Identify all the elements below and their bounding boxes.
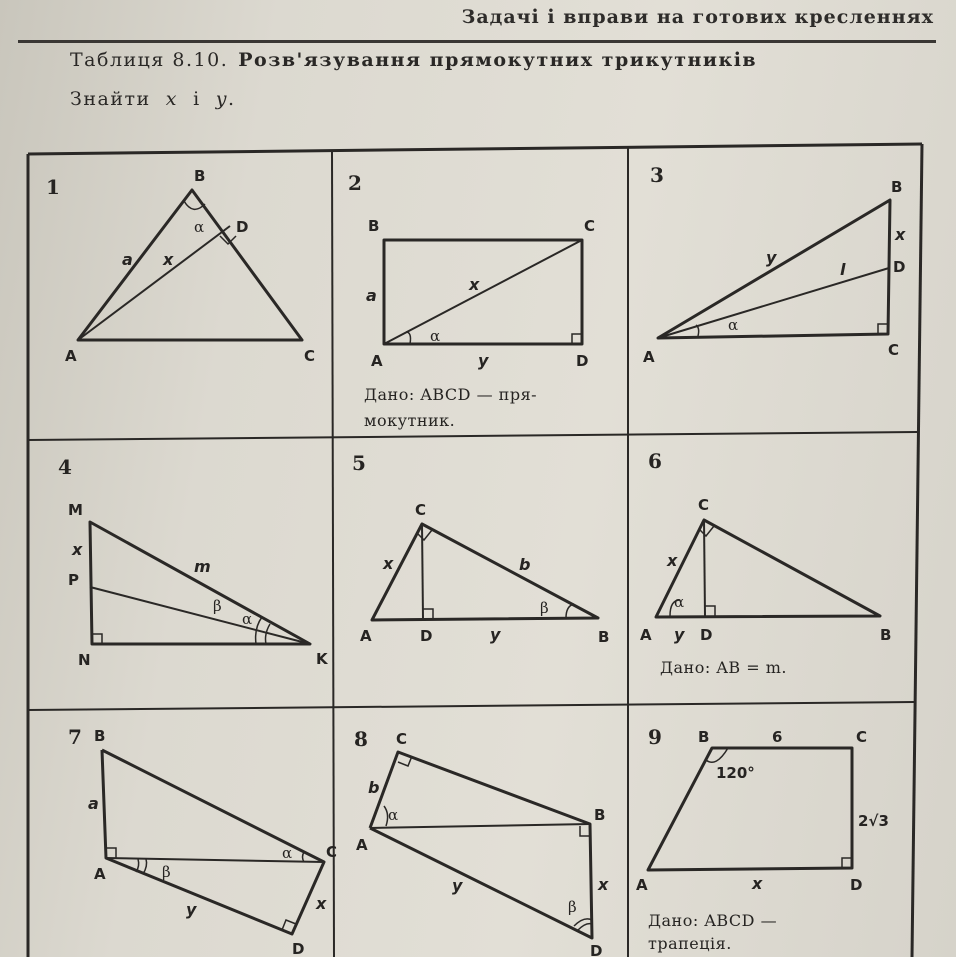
- cell-2-var-a: a: [366, 286, 377, 305]
- cell-8: [354, 727, 609, 957]
- cell-6-given-line1: Дано: AB = m.: [660, 658, 787, 677]
- cell-3: [643, 163, 906, 366]
- cell-6-point-c: C: [698, 496, 710, 514]
- cell-2-diagonal-ac: [384, 240, 582, 344]
- cell-3-segment-ad: [658, 268, 889, 338]
- cell-1-point-b: B: [194, 167, 206, 185]
- cell-1: [46, 167, 315, 365]
- task-prefix: Знайти: [70, 88, 151, 110]
- cell-3-point-b: B: [891, 178, 903, 196]
- cell-2-point-b: B: [368, 217, 380, 235]
- cell-1-point-d: D: [236, 218, 249, 236]
- cell-9-point-b: B: [698, 728, 710, 746]
- cell-5-number: 5: [352, 451, 366, 475]
- cell-2-point-a: A: [371, 352, 383, 370]
- cell-6-alpha: α: [674, 593, 685, 611]
- cell-2: [348, 171, 595, 430]
- cell-5-var-x: x: [383, 554, 394, 573]
- cell-6-point-b: B: [880, 626, 892, 644]
- table-title: Розв'язування прямокутних трикутників: [238, 49, 758, 71]
- cell-1-point-a: A: [65, 347, 77, 365]
- cell-6-var-y: y: [674, 625, 685, 644]
- cell-1-point-c: C: [304, 347, 316, 365]
- cell-8-right-angle-b: [580, 826, 590, 836]
- cell-5-foot-mark: [423, 609, 433, 619]
- cell-9-given-line2: трапеція.: [648, 934, 732, 953]
- cell-6-number: 6: [648, 449, 662, 473]
- cell-8-beta: β: [568, 898, 577, 916]
- cell-1-triangle: [78, 190, 302, 340]
- cell-2-number: 2: [348, 171, 362, 195]
- cell-5-beta: β: [540, 599, 549, 617]
- cell-5-point-b: B: [598, 628, 610, 646]
- cell-5-var-b: b: [519, 555, 531, 574]
- cell-7-angle-arc-alpha: [303, 852, 305, 862]
- cell-4-var-m: m: [194, 557, 211, 576]
- cell-4-segment-pk: [90, 587, 310, 644]
- cell-3-var-x: x: [895, 225, 906, 244]
- cell-8-angle-arc-beta-2: [578, 924, 592, 930]
- cell-8-var-b: b: [368, 778, 380, 797]
- cell-7-point-d: D: [292, 940, 305, 957]
- cell-9-point-c: C: [856, 728, 868, 746]
- cell-3-alpha: α: [728, 316, 739, 334]
- cell-7-angle-arc-beta: [143, 859, 147, 874]
- cell-3-point-a: A: [643, 348, 655, 366]
- cell-8-angle-arc-beta: [574, 919, 592, 926]
- cell-6-foot-mark: [705, 606, 715, 616]
- cell-7-right-angle-a: [106, 848, 116, 858]
- cell-8-number: 8: [354, 727, 368, 751]
- cell-4-triangle: [90, 522, 310, 644]
- cell-3-right-angle-mark: [878, 324, 888, 334]
- cell-3-number: 3: [650, 163, 664, 187]
- cell-1-number: 1: [46, 175, 60, 199]
- cell-8-var-x: x: [598, 875, 609, 894]
- cell-3-triangle: [658, 200, 890, 338]
- cell-2-point-d: D: [576, 352, 589, 370]
- cell-5-var-y: y: [490, 625, 501, 644]
- cell-7-var-x: x: [316, 894, 327, 913]
- cell-2-given-line2: мокутник.: [364, 411, 456, 430]
- cell-5-right-angle-mark: [418, 530, 432, 540]
- cell-9-side-cd: 2√3: [858, 812, 889, 830]
- cell-1-alpha: α: [194, 218, 205, 236]
- cell-1-segment-ad: [78, 226, 230, 340]
- cell-7-alpha: α: [282, 844, 293, 862]
- cell-7-var-y: y: [186, 900, 197, 919]
- cell-7-beta: β: [162, 863, 171, 881]
- cell-9-point-d: D: [850, 876, 863, 894]
- cell-9-given-line1: Дано: ABCD —: [648, 911, 778, 930]
- task-var-x: x: [165, 88, 178, 110]
- cell-7-var-a: a: [88, 794, 99, 813]
- cell-8-var-y: y: [452, 876, 463, 895]
- cell-5: [352, 451, 609, 646]
- cell-7-quadrilateral: [102, 750, 324, 934]
- cell-6: [640, 449, 891, 677]
- cell-3-point-c: C: [888, 341, 900, 359]
- cell-5-triangle: [372, 524, 598, 620]
- cell-2-var-y: y: [478, 351, 489, 370]
- cell-9-number: 9: [648, 725, 662, 749]
- cell-4-beta: β: [213, 597, 222, 615]
- cell-4-point-p: P: [68, 571, 79, 589]
- cell-9-var-x: x: [752, 874, 763, 893]
- cell-6-point-d: D: [700, 626, 713, 644]
- cell-7-point-b: B: [94, 727, 106, 745]
- cell-2-point-c: C: [584, 217, 596, 235]
- cell-2-alpha: α: [430, 327, 441, 345]
- cell-7-point-c: C: [326, 843, 338, 861]
- cell-9: [636, 725, 889, 953]
- cell-6-point-a: A: [640, 626, 652, 644]
- table-label: Таблиця 8.10.: [70, 49, 229, 71]
- cell-4-point-n: N: [78, 651, 91, 669]
- task-suffix: .: [227, 88, 236, 110]
- cell-8-point-a: A: [356, 836, 368, 854]
- cell-3-var-y: y: [766, 248, 777, 267]
- cell-1-var-a: a: [122, 250, 133, 269]
- cell-2-angle-arc: [406, 332, 411, 344]
- cell-9-side-bc: 6: [772, 728, 783, 746]
- cell-8-diagonal-ab: [370, 824, 590, 828]
- cell-7-number: 7: [68, 725, 82, 749]
- cell-3-point-d: D: [893, 258, 906, 276]
- cell-4-point-m: M: [68, 501, 83, 519]
- cell-7-point-a: A: [94, 865, 106, 883]
- cell-6-triangle: [656, 520, 880, 617]
- cell-1-var-x: x: [163, 250, 174, 269]
- cell-6-var-x: x: [667, 551, 678, 570]
- cell-2-var-x: x: [469, 275, 480, 294]
- task-conj: і: [193, 88, 201, 110]
- cell-8-point-d: D: [590, 942, 603, 957]
- cell-4-point-k: K: [316, 650, 328, 668]
- running-header: Задачі і вправи на готових кресленнях: [461, 6, 934, 28]
- cell-9-angle-b: 120°: [716, 764, 755, 782]
- cell-5-point-c: C: [415, 501, 427, 519]
- cell-3-var-l: l: [840, 260, 846, 279]
- cell-6-right-angle-mark: [700, 526, 714, 536]
- cell-8-point-c: C: [396, 730, 408, 748]
- cell-2-given-line1: Дано: ABCD — пря-: [364, 385, 538, 404]
- cell-7: [68, 725, 337, 957]
- cell-4-number: 4: [58, 455, 72, 479]
- cell-4-alpha: α: [242, 610, 253, 628]
- cell-5-point-d: D: [420, 627, 433, 645]
- cell-4: [58, 455, 329, 669]
- cell-8-point-b: B: [594, 806, 606, 824]
- cell-8-quadrilateral: [370, 752, 592, 938]
- cell-9-point-a: A: [636, 876, 648, 894]
- cell-4-var-x: x: [72, 540, 83, 559]
- cell-5-point-a: A: [360, 627, 372, 645]
- task-var-y: y: [215, 88, 228, 110]
- cell-8-alpha: α: [388, 806, 399, 824]
